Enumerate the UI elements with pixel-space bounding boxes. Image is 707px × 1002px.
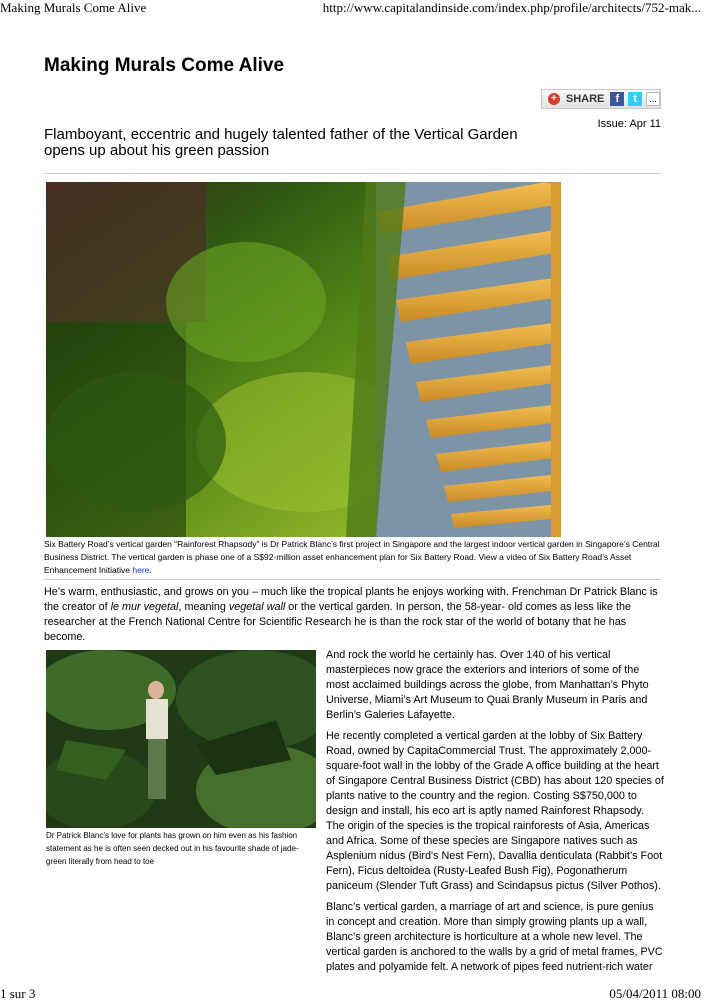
article-body — [326, 648, 664, 981]
article-title: Making Murals Come Alive — [44, 55, 285, 76]
lead-text-a: He’s warm, enthusiastic, and grows on you – much like the tropical plants he enjoys working with. Frenchman Dr Patrick Blanc is the creator of — [44, 586, 658, 613]
more-share-icon[interactable]: ... — [646, 92, 660, 106]
facebook-icon[interactable]: f — [610, 92, 624, 106]
twitter-icon[interactable]: t — [628, 92, 642, 106]
lead-emphasis-1: le mur vegetal — [110, 601, 179, 613]
print-page-number: 1 sur 3 — [0, 986, 36, 1001]
share-plus-icon: + — [548, 93, 560, 105]
lead-text-b: , meaning — [178, 601, 229, 613]
issue-date: Issue: Apr 11 — [597, 118, 661, 130]
divider — [44, 173, 661, 174]
body-paragraph: Blanc’s vertical garden, a marriage of art and science, is pure genius in concept and creation. More than simply growing plants up a wall, Blanc’s green architecture is horticulture at a whole new level. The vertical garden is anchored to the walls by a grid of metal frames, PVC plates and polyamide felt. A network of pipes feed nutrient-rich water — [326, 901, 663, 973]
print-header-title: Making Murals Come Alive — [0, 0, 147, 15]
lead-emphasis-2: vegetal wall — [228, 601, 286, 613]
patrick-blanc-photo — [46, 650, 316, 828]
hero-caption-text: Six Battery Road’s vertical garden “Rainforest Rhapsody” is Dr Patrick Blanc’s first project in Singapore and the largest indoor vertical garden in Singapore’s Central Business District. The vertical garden is phase one of a S$92-million asset enhancement plan for Six Battery Road. View a video of Six Battery Road’s Asset Enhancement Initiative — [44, 539, 660, 575]
video-link[interactable]: here — [132, 565, 150, 575]
article-subtitle: Flamboyant, eccentric and hugely talented father of the Vertical Garden opens up about his green passion — [44, 126, 518, 159]
body-paragraph: He recently completed a vertical garden at the lobby of Six Battery Road, owned by CapitaCommercial Trust. The approximately 2,000-square-foot wall in the lobby of the Grade A office building at the heart of Singapore Central Business District (CBD) has about 120 species of plants native to the country and the region. Costing S$750,000 to design and install, his eco art is aptly named Rainforest Rhapsody. The origin of the species is the tropical rainforests of Asia, Americas and Africa. Some of these species are Singapore natives such as Asplenium nidus (Bird's Nest Fern), Davallia denticulata (Rabbit’s Foot Fern), Ficus deltoidea (Rusty-Leafed Bush Fig), Pogonatherum paniceum (Slender Tuft Grass) and Scindapsus pictus (Silver Pothos). — [326, 730, 664, 892]
body-paragraph: And rock the world he certainly has. Over 140 of his vertical masterpieces now grace the exteriors and interiors of some of the most acclaimed buildings across the globe, from Manhattan’s Phyto Universe, Miami’s Art Museum to Quai Branly Museum in Paris and Berlin’s Galeries Lafayette. — [326, 649, 649, 721]
share-bar[interactable] — [541, 89, 661, 109]
lead-paragraph — [44, 585, 664, 645]
photo-caption: Dr Patrick Blanc’s love for plants has grown on him even as his fashion statement as he is often seen decked out in his favourite shade of jade-green literally from head to toe — [46, 831, 299, 866]
vertical-garden-photo — [46, 182, 561, 537]
share-button[interactable]: SHARE — [565, 93, 605, 105]
hero-caption: Six Battery Road’s vertical garden “Rainforest Rhapsody” is Dr Patrick Blanc’s first project in Singapore and the largest indoor vertical garden in Singapore’s Central Business District. The vertical garden is phase one of a S$92-million asset enhancement plan for Six Battery Road. View a video of Six Battery Road’s Asset Enhancement Initiative here. — [44, 539, 660, 575]
divider — [44, 579, 661, 580]
lead-text-c: or the vertical garden. In person, the 58-year- old comes as less like the researcher at the French National Centre for Scientific Research he is than the rock star of the world of botany that he has become. — [44, 601, 631, 643]
print-timestamp: 05/04/2011 08:00 — [609, 986, 701, 1001]
print-header-url: http://www.capitalandinside.com/index.php/profile/architects/752-mak... — [322, 0, 701, 15]
